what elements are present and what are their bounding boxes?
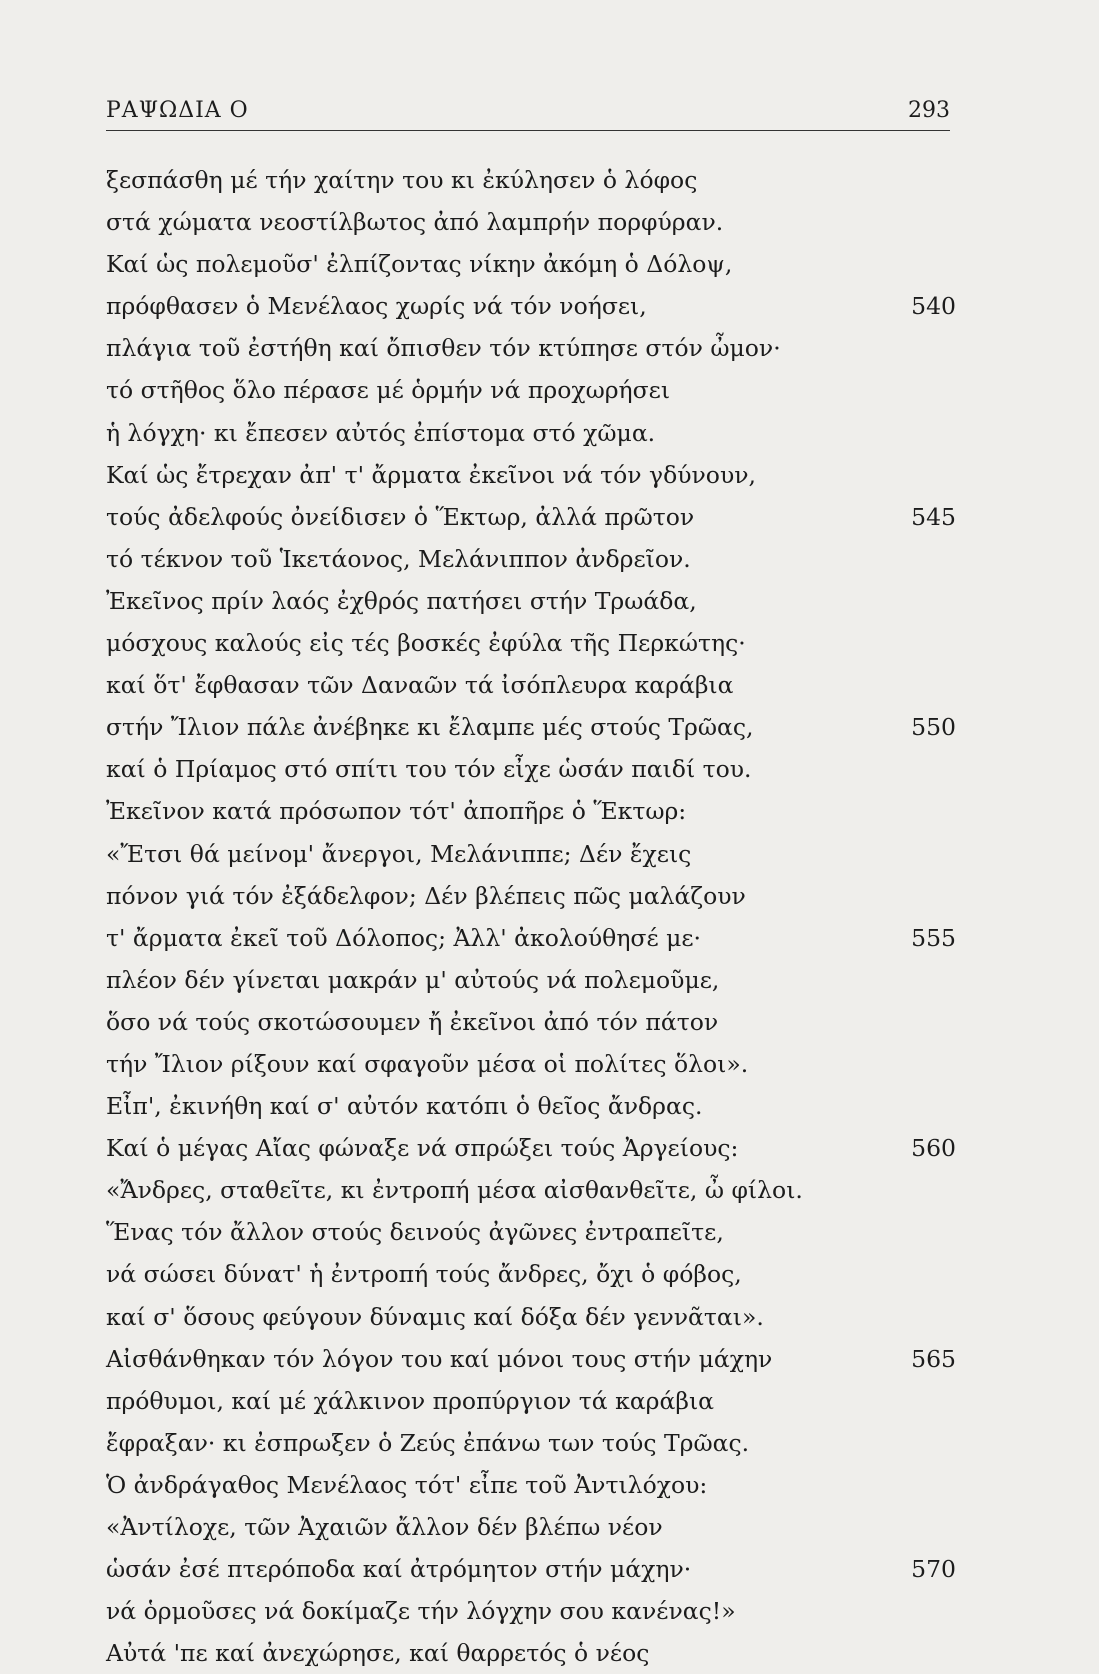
verse-text: μόσχους καλούς εἰς τές βοσκές ἐφύλα τῆς Περκώτης· — [106, 629, 746, 658]
verse-text: Ἐκεῖνον κατά πρόσωπον τότ' ἀποπῆρε ὁ Ἕκτωρ: — [106, 797, 687, 826]
verse-text: «Ἔτσι θά μείνομ' ἄνεργοι, Μελάνιππε; Δέν ἔχεις — [106, 839, 692, 868]
verse-line — [106, 1590, 956, 1632]
verse-text: «Ἄνδρες, σταθεῖτε, κι ἐντροπή μέσα αἰσθανθεῖτε, ὦ φίλοι. — [106, 1176, 803, 1205]
verse-text: Καί ὡς πολεμοῦσ' ἐλπίζοντας νίκην ἀκόμη ὁ Δόλοψ, — [106, 250, 733, 279]
verse-text: καί ὁ Πρίαμος στό σπίτι του τόν εἶχε ὡσάν παιδί του. — [106, 755, 752, 784]
verse-text: Ὁ ἀνδράγαθος Μενέλαος τότ' εἶπε τοῦ Ἀντιλόχου: — [106, 1470, 708, 1499]
page-number: 293 — [908, 98, 950, 123]
verse-line — [106, 790, 956, 832]
verse-line — [106, 538, 956, 580]
verse-text: πλέον δέν γίνεται μακράν μ' αὐτούς νά πολεμοῦμε, — [106, 965, 720, 994]
line-number: 540 — [911, 292, 956, 321]
verse-text: στήν Ἴλιον πάλε ἀνέβηκε κι ἔλαμπε μές στούς Τρῶας, — [106, 713, 754, 742]
verse-text: Αἰσθάνθηκαν τόν λόγον του καί μόνοι τους στήν μάχην — [106, 1344, 773, 1373]
verse-text: ὅσο νά τούς σκοτώσουμεν ἤ ἐκεῖνοι ἀπό τόν πάτον — [106, 1007, 719, 1036]
verse-text: τούς ἀδελφούς ὀνείδισεν ὁ Ἕκτωρ, ἀλλά πρῶτον — [106, 502, 695, 531]
verse-text: καί σ' ὅσους φεύγουν δύναμις καί δόξα δέν γεννᾶται». — [106, 1302, 764, 1331]
verse-text: νά σώσει δύνατ' ἡ ἐντροπή τούς ἄνδρες, ὄχι ὁ φόβος, — [106, 1260, 742, 1289]
verse-line — [106, 833, 956, 875]
verse-text: ξεσπάσθη μέ τήν χαίτην του κι ἐκύλησεν ὁ λόφος — [106, 166, 698, 194]
line-number: 570 — [911, 1555, 956, 1584]
verse-line — [106, 454, 956, 496]
line-number: 555 — [911, 923, 956, 952]
chapter-title: ΡΑΨΩΔΙΑ Ο — [106, 98, 249, 123]
verse-text: Καί ὡς ἔτρεχαν ἀπ' τ' ἄρματα ἐκεῖνοι νά τόν γδύνουν, — [106, 460, 757, 489]
verse-text: Αὐτά 'πε καί ἀνεχώρησε, καί θαρρετός ὁ νέος — [106, 1639, 650, 1668]
verse-line — [106, 917, 956, 959]
verse-line — [106, 496, 956, 538]
verse-line — [106, 159, 956, 201]
line-number: 565 — [911, 1344, 956, 1373]
verse-line — [106, 1632, 956, 1674]
header-rule — [106, 130, 950, 131]
verse-text: πρόθυμοι, καί μέ χάλκινον προπύργιον τά καράβια — [106, 1386, 715, 1415]
verse-line — [106, 412, 956, 454]
running-header — [106, 98, 950, 130]
verse-text: τ' ἄρματα ἐκεῖ τοῦ Δόλοπος; Ἀλλ' ἀκολούθησέ με· — [106, 923, 702, 952]
verse-text: στά χώματα νεοστίλβωτος ἀπό λαμπρήν πορφύραν. — [106, 208, 724, 237]
verse-line — [106, 1127, 956, 1169]
line-number: 560 — [911, 1134, 956, 1163]
verse-line — [106, 327, 956, 369]
verse-text: τό στῆθος ὅλο πέρασε μέ ὁρμήν νά προχωρήσει — [106, 376, 671, 405]
verse-text: καί ὅτ' ἔφθασαν τῶν Δαναῶν τά ἰσόπλευρα καράβια — [106, 671, 734, 700]
verse-line — [106, 622, 956, 664]
verse-text: Ἕνας τόν ἄλλον στούς δεινούς ἀγῶνες ἐντραπεῖτε, — [106, 1218, 724, 1247]
verse-line — [106, 1338, 956, 1380]
verse-text: ἔφραξαν· κι ἐσπρωξεν ὁ Ζεύς ἐπάνω των τούς Τρῶας. — [106, 1428, 750, 1457]
verse-line — [106, 1380, 956, 1422]
verse-line — [106, 664, 956, 706]
verse-line — [106, 1296, 956, 1338]
verse-line — [106, 285, 956, 327]
verse-line — [106, 1043, 956, 1085]
verse-line — [106, 706, 956, 748]
line-number: 545 — [911, 502, 956, 531]
verse-line — [106, 1169, 956, 1211]
verse-text: ὡσάν ἐσέ πτερόποδα καί ἀτρόμητον στήν μάχην· — [106, 1555, 692, 1584]
verse-line — [106, 1253, 956, 1295]
verse-text: ἡ λόγχη· κι ἔπεσεν αὐτός ἐπίστομα στό χῶμα. — [106, 418, 656, 447]
line-number: 550 — [911, 713, 956, 742]
verse-line — [106, 875, 956, 917]
poem-text — [106, 159, 956, 1674]
verse-line — [106, 1506, 956, 1548]
verse-line — [106, 1085, 956, 1127]
verse-text: Εἶπ', ἐκινήθη καί σ' αὐτόν κατόπι ὁ θεῖος ἄνδρας. — [106, 1092, 703, 1121]
verse-text: Ἐκεῖνος πρίν λαός ἐχθρός πατήσει στήν Τρωάδα, — [106, 586, 697, 615]
verse-text: πρόφθασεν ὁ Μενέλαος χωρίς νά τόν νοήσει, — [106, 292, 647, 321]
verse-line — [106, 748, 956, 790]
verse-text: νά ὁρμοῦσες νά δοκίμαζε τήν λόγχην σου κανένας!» — [106, 1597, 736, 1626]
verse-line — [106, 369, 956, 411]
verse-text: «Ἀντίλοχε, τῶν Ἀχαιῶν ἄλλον δέν βλέπω νέον — [106, 1513, 663, 1541]
verse-text: τό τέκνον τοῦ Ἱκετάονος, Μελάνιππον ἀνδρεῖον. — [106, 544, 691, 573]
verse-text: Καί ὁ μέγας Αἴας φώναξε νά σπρώξει τούς Ἀργείους: — [106, 1134, 739, 1163]
verse-text: πόνον γιά τόν ἐξάδελφον; Δέν βλέπεις πῶς μαλάζουν — [106, 881, 746, 910]
verse-line — [106, 1211, 956, 1253]
verse-line — [106, 1001, 956, 1043]
verse-line — [106, 1548, 956, 1590]
verse-line — [106, 201, 956, 243]
verse-text: τήν Ἴλιον ρίξουν καί σφαγοῦν μέσα οἱ πολίτες ὅλοι». — [106, 1049, 749, 1078]
verse-line — [106, 959, 956, 1001]
verse-line — [106, 243, 956, 285]
verse-line — [106, 1422, 956, 1464]
verse-text: πλάγια τοῦ ἐστήθη καί ὄπισθεν τόν κτύπησε στόν ὦμον· — [106, 334, 781, 363]
verse-line — [106, 580, 956, 622]
